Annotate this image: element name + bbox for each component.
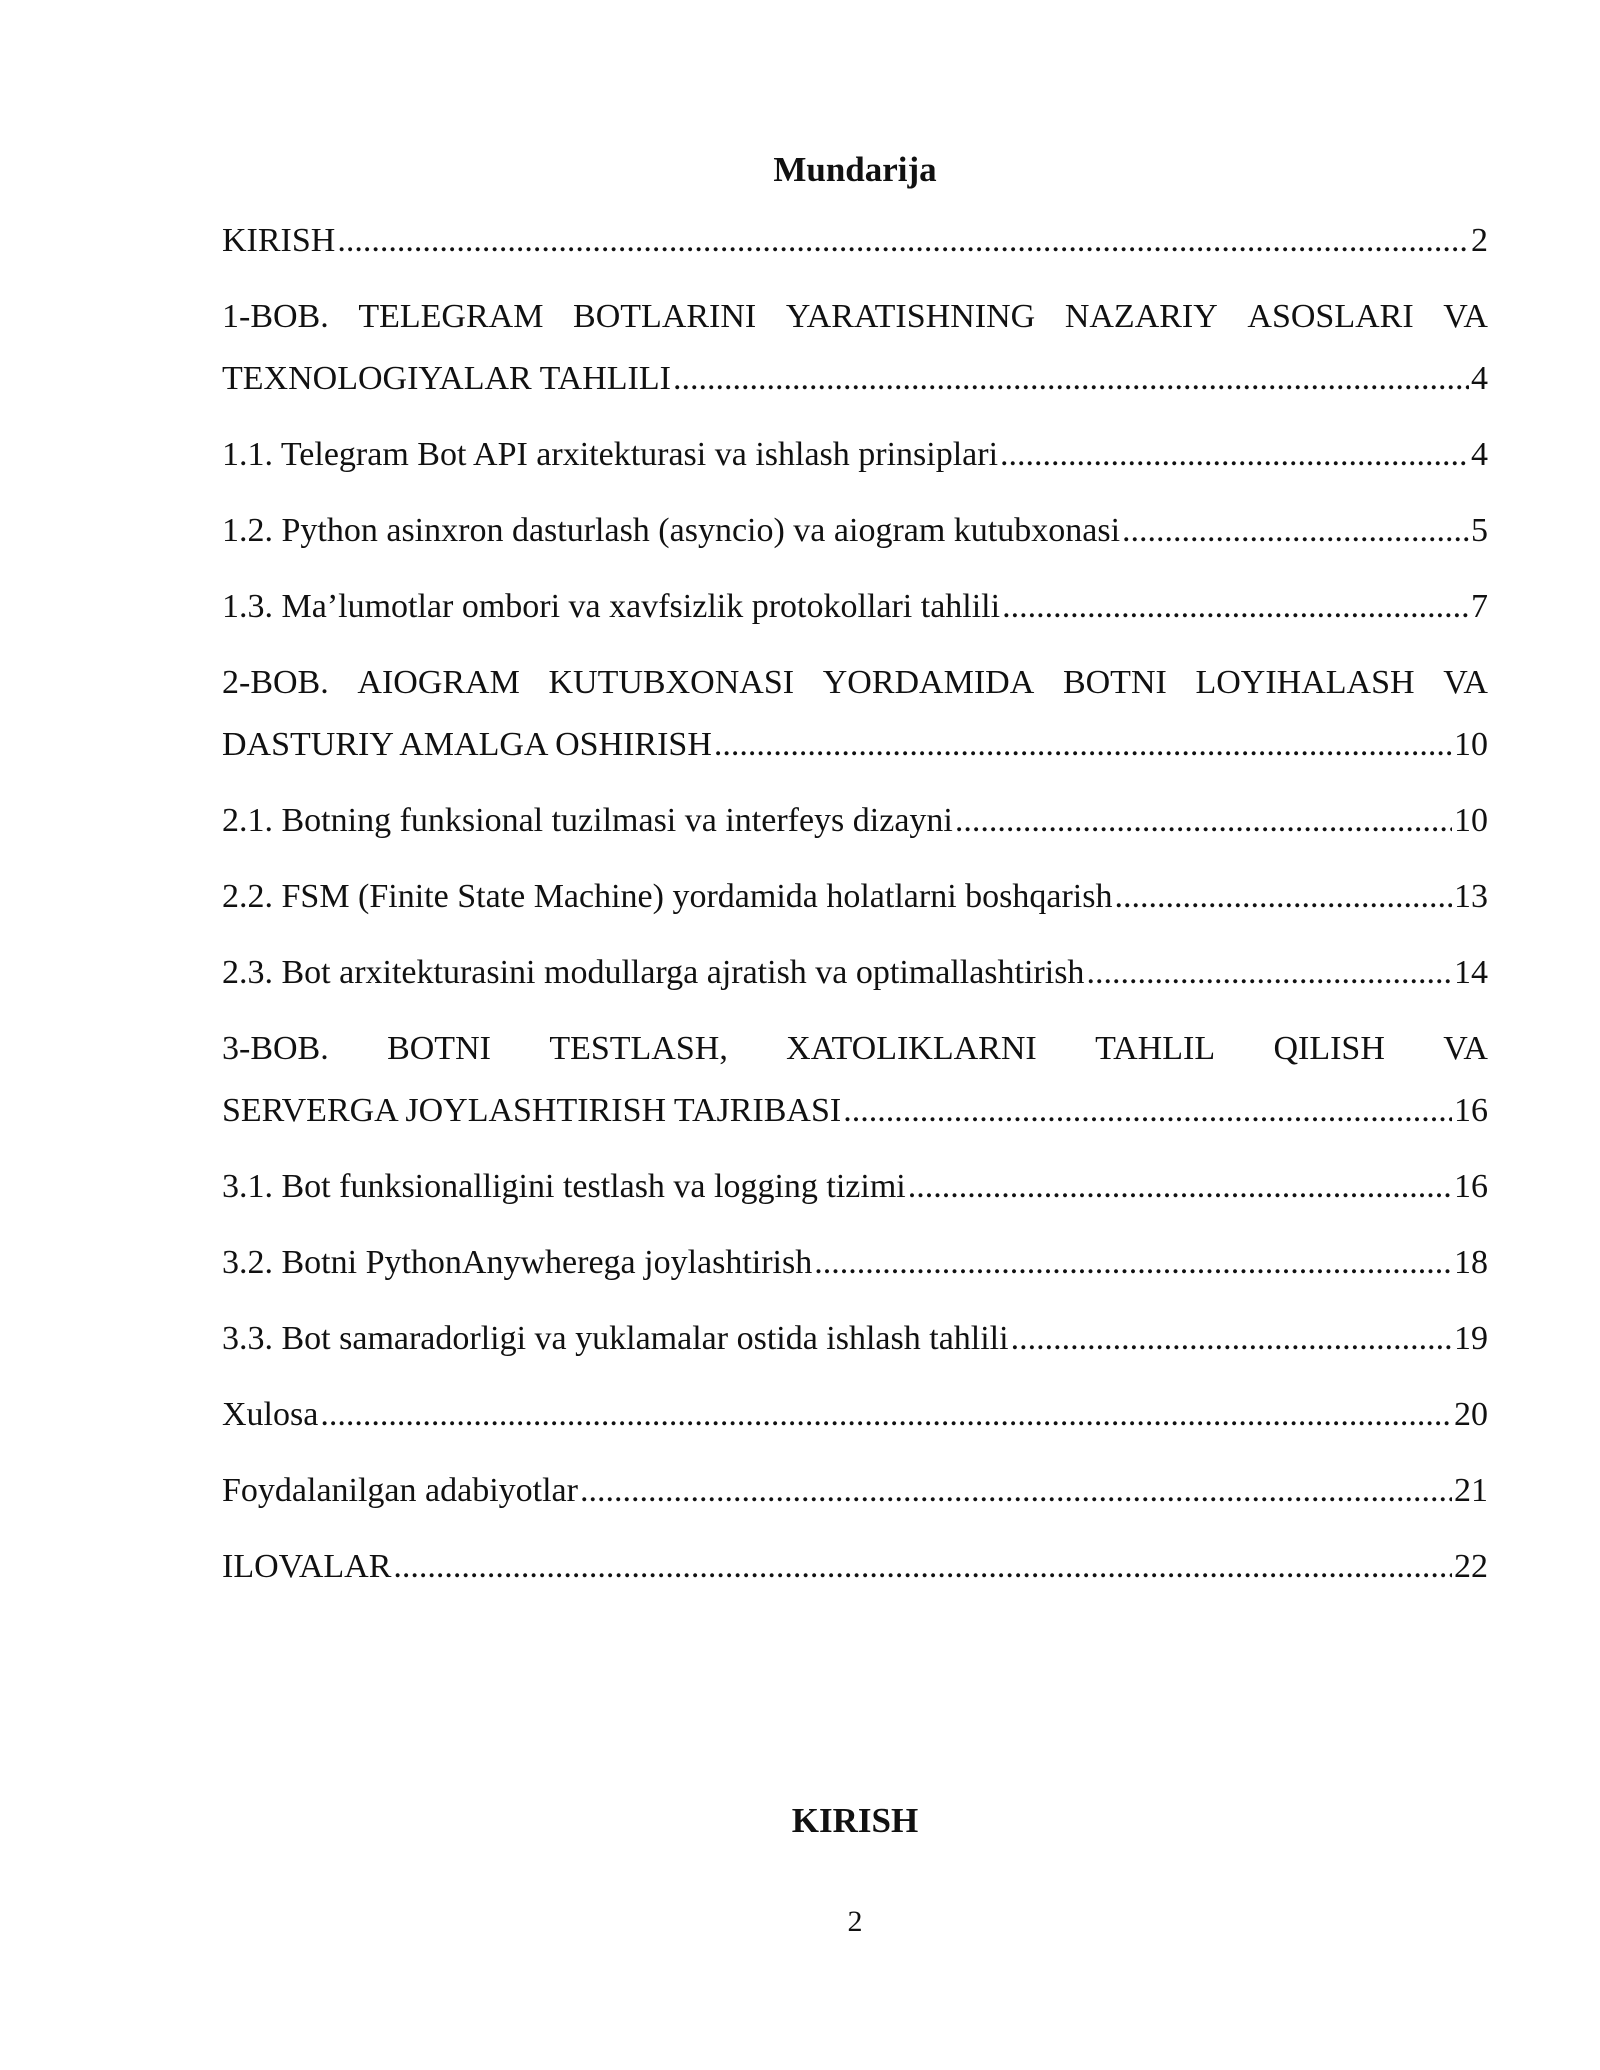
toc-entry-page-number: 4 (1471, 436, 1488, 473)
toc-heading-word: 3-BOB. (222, 1030, 329, 1067)
toc-entry-label: 3.3. Bot samaradorligi va yuklamalar ostida ishlash tahlili (222, 1320, 1009, 1357)
toc-entry[interactable] (222, 1156, 1488, 1218)
toc-entry-page-number: 18 (1454, 1244, 1488, 1281)
toc-entry-page-number: 13 (1454, 878, 1488, 915)
dot-leader (1086, 942, 1452, 1004)
toc-entry-label: 1.2. Python asinxron dasturlash (asyncio) va aiogram kutubxonasi (222, 512, 1121, 549)
dot-leader (714, 714, 1452, 776)
toc-entry-label: Xulosa (222, 1396, 319, 1433)
toc-entry-label: Foydalanilgan adabiyotlar (222, 1472, 578, 1509)
toc-heading-word: TESTLASH, (549, 1030, 728, 1067)
toc-heading-word: ASOSLARI (1247, 298, 1414, 335)
toc-heading-word: YORDAMIDA (822, 664, 1035, 701)
dot-leader (1114, 866, 1452, 928)
toc-entry[interactable] (222, 1384, 1488, 1446)
dot-leader (393, 1536, 1452, 1598)
toc-entry-label: 2.2. FSM (Finite State Machine) yordamida holatlarni boshqarish (222, 878, 1113, 915)
toc-entry[interactable] (222, 790, 1488, 852)
toc-heading-word: VA (1443, 1030, 1488, 1067)
dot-leader (673, 348, 1469, 410)
toc-heading-word: LOYIHALASH (1195, 664, 1415, 701)
toc-heading-word: 1-BOB. (222, 298, 329, 335)
toc-entry[interactable] (222, 500, 1488, 562)
dot-leader (337, 210, 1469, 272)
toc-heading-word: AIOGRAM (357, 664, 520, 701)
toc-entry-page-number: 10 (1454, 802, 1488, 839)
dot-leader (955, 790, 1452, 852)
toc-chapter-heading-line (222, 286, 1488, 348)
toc-entry-page-number: 4 (1471, 360, 1488, 397)
toc-heading-word: XATOLIKLARNI (786, 1030, 1037, 1067)
toc-entry-page-number: 10 (1454, 726, 1488, 763)
page-number: 2 (847, 1905, 863, 1938)
toc-entry-page-number: 22 (1454, 1548, 1488, 1585)
toc-entry-label: TEXNOLOGIYALAR TAHLILI (222, 360, 671, 397)
toc-chapter-heading-line (222, 1018, 1488, 1080)
toc-entry[interactable] (222, 942, 1488, 1004)
toc-entry-label: DASTURIY AMALGA OSHIRISH (222, 726, 712, 763)
dot-leader (1011, 1308, 1452, 1370)
toc-heading-word: 2-BOB. (222, 664, 329, 701)
toc-heading-word: BOTNI (387, 1030, 491, 1067)
dot-leader (320, 1384, 1452, 1446)
toc-heading-word: VA (1443, 298, 1488, 335)
toc-entry-page-number: 16 (1454, 1168, 1488, 1205)
toc-entry[interactable] (222, 866, 1488, 928)
toc-entry[interactable] (222, 1460, 1488, 1522)
toc-title: Mundarija (773, 150, 937, 189)
toc-entry[interactable] (222, 576, 1488, 638)
table-of-contents (222, 210, 1488, 1612)
toc-entry-page-number: 5 (1471, 512, 1488, 549)
toc-entry[interactable] (222, 210, 1488, 272)
toc-entry-label: 2.3. Bot arxitekturasini modullarga ajratish va optimallashtirish (222, 954, 1085, 991)
toc-entry[interactable] (222, 424, 1488, 486)
dot-leader (1000, 424, 1469, 486)
toc-entry[interactable] (222, 1536, 1488, 1598)
toc-heading-word: TELEGRAM (358, 298, 544, 335)
toc-entry[interactable] (222, 652, 1488, 776)
toc-entry-page-number: 14 (1454, 954, 1488, 991)
dot-leader (814, 1232, 1452, 1294)
toc-entry-label: 3.2. Botni PythonAnywherega joylashtirish (222, 1244, 813, 1281)
toc-heading-word: TAHLIL (1095, 1030, 1216, 1067)
dot-leader (843, 1080, 1452, 1142)
toc-entry[interactable] (222, 1308, 1488, 1370)
toc-heading-word: VA (1443, 664, 1488, 701)
toc-entry-label: 2.1. Botning funksional tuzilmasi va interfeys dizayni (222, 802, 953, 839)
toc-entry-label: ILOVALAR (222, 1548, 392, 1585)
toc-heading-word: NAZARIY (1064, 298, 1218, 335)
toc-chapter-heading-line (222, 652, 1488, 714)
toc-entry-label: KIRISH (222, 222, 336, 259)
toc-heading-word: KUTUBXONASI (548, 664, 795, 701)
toc-entry-label: 1.1. Telegram Bot API arxitekturasi va ishlash prinsiplari (222, 436, 999, 473)
toc-entry-page-number: 2 (1471, 222, 1488, 259)
toc-entry-page-number: 19 (1454, 1320, 1488, 1357)
toc-entry-label: 1.3. Ma’lumotlar ombori va xavfsizlik protokollari tahlili (222, 588, 1001, 625)
dot-leader (1122, 500, 1469, 562)
toc-entry-page-number: 7 (1471, 588, 1488, 625)
toc-heading-word: YARATISHNING (785, 298, 1036, 335)
toc-heading-word: QILISH (1273, 1030, 1385, 1067)
toc-entry-label: SERVERGA JOYLASHTIRISH TAJRIBASI (222, 1092, 842, 1129)
toc-entry[interactable] (222, 1232, 1488, 1294)
section-heading: KIRISH (791, 1801, 919, 1840)
toc-heading-word: BOTNI (1062, 664, 1167, 701)
toc-entry-page-number: 20 (1454, 1396, 1488, 1433)
dot-leader (908, 1156, 1452, 1218)
dot-leader (1002, 576, 1469, 638)
toc-entry-page-number: 16 (1454, 1092, 1488, 1129)
dot-leader (580, 1460, 1452, 1522)
toc-entry[interactable] (222, 286, 1488, 410)
toc-entry-page-number: 21 (1454, 1472, 1488, 1509)
toc-entry-label: 3.1. Bot funksionalligini testlash va logging tizimi (222, 1168, 906, 1205)
toc-entry[interactable] (222, 1018, 1488, 1142)
toc-heading-word: BOTLARINI (573, 298, 757, 335)
